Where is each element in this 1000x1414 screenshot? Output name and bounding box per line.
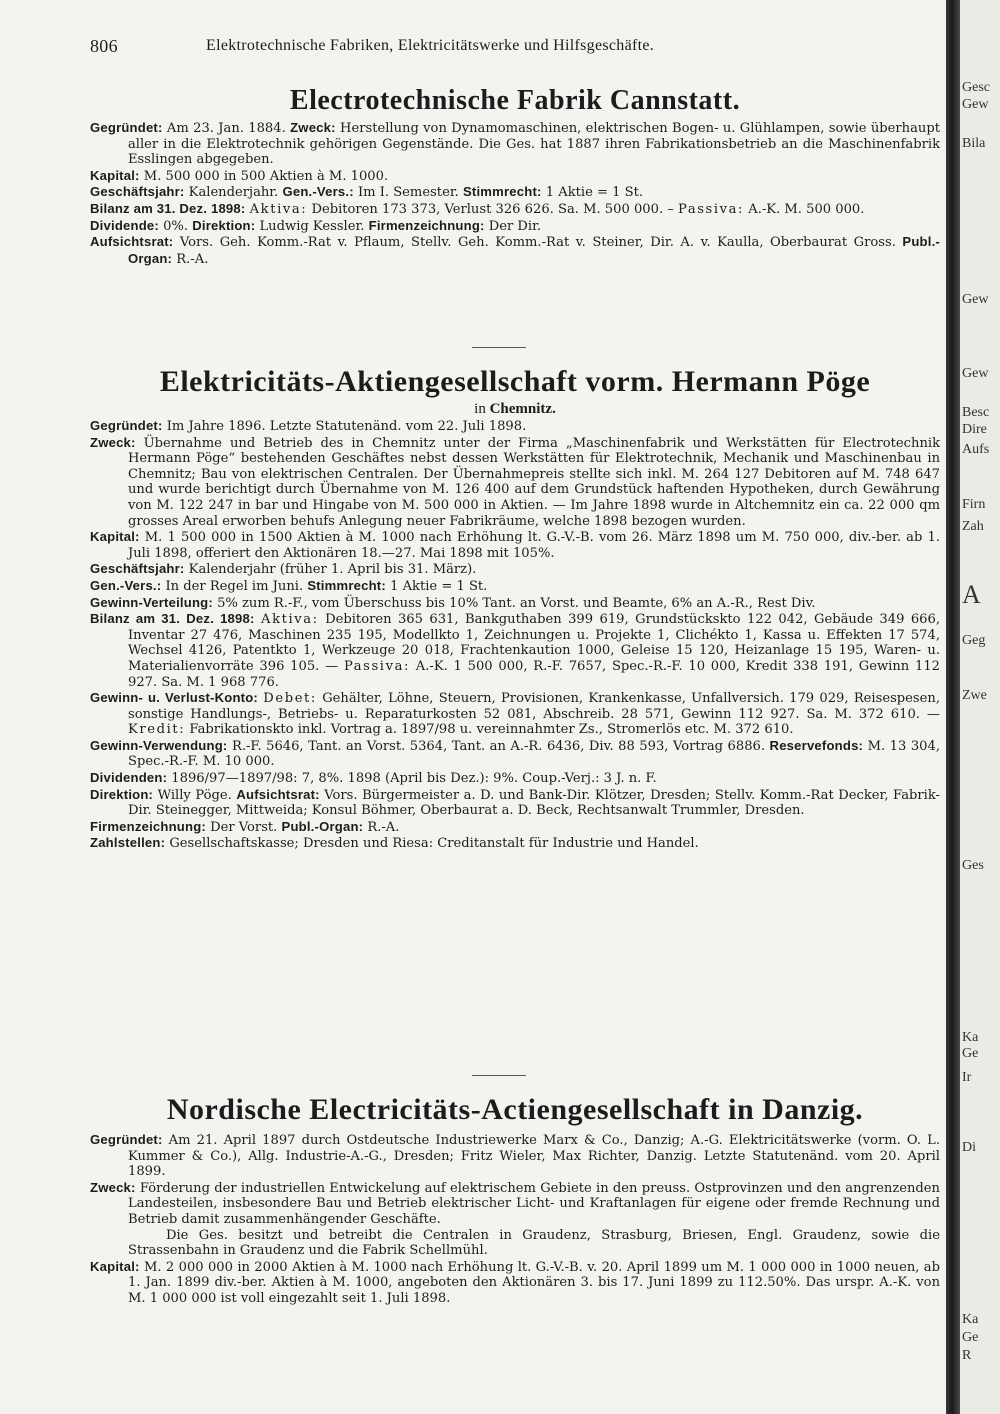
field-text: M. 1 500 000 in 1500 Aktien à M. 1000 nach Erhöhung lt. G.-V.-B. vom 26. März 1898 um M. 750 000, div.-ber. ab 1. Juli 1898, offeriert den Aktionären 18.—27. Mai 1898 mit 105%. <box>128 530 940 561</box>
field-text: R.-A. <box>172 251 209 267</box>
adjacent-page-edge <box>960 0 1000 1414</box>
entry-paragraph <box>90 1259 940 1307</box>
subtitle-prefix: in <box>474 401 486 417</box>
section-body <box>90 120 940 267</box>
entry-paragraph <box>90 578 940 595</box>
field-label: Reservefonds: <box>769 737 864 753</box>
running-title: Elektrotechnische Fabriken, Elektricitätswerke und Hilfsgeschäfte. <box>206 37 655 54</box>
field-text: Der Vorst. <box>205 819 282 835</box>
entry-paragraph <box>90 529 940 561</box>
field-label: Publ.-Organ: <box>281 818 364 834</box>
adjacent-fragment: Zwe <box>962 688 987 703</box>
page-binding-gutter <box>946 0 960 1414</box>
adjacent-fragment: Gew <box>962 292 989 307</box>
entry-paragraph <box>90 770 940 787</box>
entry-paragraph <box>90 595 940 612</box>
adjacent-fragment: Dire <box>962 422 987 437</box>
field-label: Publ.-Organ: <box>128 234 940 266</box>
field-text: M. 13 304, Spec.-R.-F. M. 10 000. <box>128 738 941 770</box>
field-text: Kalenderjahr (früher 1. April bis 31. März). <box>184 562 477 578</box>
entry-paragraph <box>90 1132 940 1180</box>
field-label: Direktion: <box>90 786 154 802</box>
field-label: Firmenzeichnung: <box>368 217 485 233</box>
field-text: R.-F. 5646, Tant. an Vorst. 5364, Tant. an A.-R. 6436, Div. 88 593, Vortrag 6886. <box>227 738 770 754</box>
adjacent-fragment: Ges <box>962 858 984 873</box>
field-label: Gegründet: <box>90 1132 163 1147</box>
adjacent-fragment: Ka <box>962 1030 979 1045</box>
entry-paragraph <box>90 690 940 738</box>
adjacent-fragment: A <box>962 580 981 609</box>
entry-paragraph <box>90 201 940 218</box>
field-text: Die Ges. besitzt und betreibt die Centralen in Graudenz, Strasburg, Briesen, Engl. Graudenz, sowie die Strassenbahn in Graudenz und die Fabrik Schellmühl. <box>128 1227 940 1259</box>
field-label: Zweck: <box>90 1179 136 1195</box>
field-text: Im Jahre 1896. Letzte Statutenänd. vom 22. Juli 1898. <box>162 419 527 434</box>
field-label: Kapital: <box>90 167 140 183</box>
company-entry-poege <box>90 364 940 852</box>
adjacent-fragment: Gew <box>962 366 989 381</box>
entry-paragraph <box>90 819 940 836</box>
field-label: Aufsichtsrat: <box>236 786 320 802</box>
adjacent-fragment: Ka <box>962 1312 979 1327</box>
field-label: Zweck: <box>290 120 336 135</box>
field-text: A.-K. 1 500 000, R.-F. 7657, Spec.-R.-F. 10 000, Kredit 338 191, Gewinn 112 927. Sa. M. 1 968 776. <box>128 658 940 690</box>
field-label: Bilanz am 31. Dez. 1898: <box>90 611 255 627</box>
entry-paragraph <box>90 738 940 770</box>
entry-paragraph <box>90 168 940 185</box>
entry-paragraph <box>90 1180 940 1228</box>
entry-paragraph <box>90 611 940 690</box>
ledger-side-label: Aktiva: <box>249 201 308 217</box>
field-label: Gegründet: <box>90 120 163 135</box>
adjacent-fragment: Besc <box>962 405 990 420</box>
field-label: Stimmrecht: <box>307 577 386 593</box>
company-entry-cannstatt <box>90 84 940 267</box>
adjacent-fragment: Zah <box>962 519 984 534</box>
entry-paragraph <box>90 787 940 819</box>
field-label: Kapital: <box>90 529 140 545</box>
page-number: 806 <box>90 36 118 56</box>
field-text: Debitoren 173 373, Verlust 326 626. Sa. M. 500 000. – <box>307 201 678 217</box>
entry-paragraph <box>90 184 940 201</box>
field-text: R.-A. <box>363 819 400 835</box>
ledger-side-label: Aktiva: <box>261 612 319 628</box>
entry-paragraph <box>90 835 940 852</box>
field-text: Gesellschaftskasse; Dresden und Riesa: Creditanstalt für Industrie und Handel. <box>165 836 699 852</box>
entry-paragraph <box>90 561 940 578</box>
field-text: Am 21. April 1897 durch Ostdeutsche Industriewerke Marx & Co., Danzig; A.-G. Elektricitätswerke (vorm. O. L. Kummer & Co.), Allg. Industrie-A.-G., Dresden; Fritz Wieler, Max Richter, Danzig. Letzte Statutenänd. vom 20. April 1899. <box>128 1133 940 1180</box>
adjacent-fragment: Firn <box>962 497 986 512</box>
field-text: Ludwig Kessler. <box>255 218 369 234</box>
ledger-side-label: Kredit: <box>128 722 186 738</box>
field-label: Zweck: <box>90 434 136 450</box>
field-label: Geschäftsjahr: <box>90 561 185 577</box>
field-text: Vors. Geh. Komm.-Rat v. Pflaum, Stellv. Geh. Komm.-Rat v. Steiner, Dir. A. v. Kaulla, Oberbaurat Gross. <box>173 235 903 251</box>
field-text: 0%. <box>158 218 193 234</box>
section-subtitle <box>90 400 940 418</box>
field-text: Willy Pöge. <box>153 787 237 803</box>
field-label: Geschäftsjahr: <box>90 184 185 200</box>
field-text: M. 2 000 000 in 2000 Aktien à M. 1000 nach Erhöhung lt. G.-V.-B. v. 20. April 1899 um M. 1 000 000 in 1000 neuen, ab 1. Jan. 1899 div.-ber. Aktien à M. 1000, angeboten den Aktionären 3. bis 17. Juni 1899 zu 112.50%. Das urspr. A.-K. von M. 1 000 000 ist voll eingezahlt seit 1. Juli 1898. <box>128 1259 940 1306</box>
ledger-side-label: Passiva: <box>678 201 745 217</box>
adjacent-fragment: Di <box>962 1140 976 1155</box>
adjacent-fragment: Bila <box>962 136 986 151</box>
field-text: 1 Aktie = 1 St. <box>541 185 644 201</box>
field-text: Am 23. Jan. 1884. <box>162 121 291 136</box>
field-label: Gen.-Vers.: <box>90 577 162 593</box>
field-text: Fabrikationskto inkl. Vortrag a. 1897/98 u. vereinnahmter Zs., Stromerlös etc. M. 372 610. <box>185 722 794 738</box>
adjacent-fragment: R <box>962 1348 972 1363</box>
company-entry-danzig <box>90 1092 940 1307</box>
section-divider <box>472 347 526 348</box>
field-label: Stimmrecht: <box>462 184 542 200</box>
adjacent-fragment: Ge <box>962 1330 979 1345</box>
field-label: Gewinn-Verwendung: <box>90 737 228 753</box>
adjacent-fragment: Ge <box>962 1046 979 1061</box>
ledger-side-label: Passiva: <box>343 658 411 674</box>
adjacent-fragment: Gesc <box>962 80 990 95</box>
field-text: Kalenderjahr. <box>184 185 283 201</box>
entry-paragraph <box>90 234 940 267</box>
field-text: Gehälter, Löhne, Steuern, Provisionen, Krankenkasse, Unfallversich. 179 029, Reisespesen, sonstige Handlungs-, Betriebs- u. Reparaturkosten 52 081, Abschreib. 28 571, Gewinn 112 927. Sa. M. 372 610. — <box>128 691 940 722</box>
entry-paragraph <box>90 418 940 435</box>
field-text: Im I. Semester. <box>353 185 463 201</box>
field-label: Aufsichtsrat: <box>90 234 174 250</box>
field-label: Gen.-Vers.: <box>282 184 354 200</box>
ledger-side-label: Debet: <box>263 691 317 707</box>
field-label: Dividenden: <box>90 770 168 786</box>
adjacent-fragment: Gew <box>962 97 989 112</box>
field-label: Bilanz am 31. Dez. 1898: <box>90 200 246 216</box>
field-text: A.-K. M. 500 000. <box>744 201 865 217</box>
field-text: 5% zum R.-F., vom Überschuss bis 10% Tant. an Vorst. und Beamte, 6% an A.-R., Rest Div. <box>212 595 816 611</box>
field-text: Herstellung von Dynamomaschinen, elektrischen Bogen- u. Glühlampen, sowie überhaupt aller in die Elektrotechnik gehörigen Gegenstände. Die Ges. hat 1887 ihren Fabrikationsbetrieb an die Maschinenfabrik Esslingen abgegeben. <box>128 121 940 168</box>
field-text: 1896/97—1897/98: 7, 8%. 1898 (April bis Dez.): 9%. Coup.-Verj.: 3 J. n. F. <box>167 771 657 787</box>
section-divider <box>472 1075 526 1076</box>
entry-paragraph <box>90 1228 940 1259</box>
entry-paragraph <box>90 120 940 168</box>
field-text: Vors. Bürgermeister a. D. und Bank-Dir. Klötzer, Dresden; Stellv. Komm.-Rat Decker, Fabrik-Dir. Steinegger, Mittweida; Konsul Böhmer, Oberbaurat a. D. Beck, Rechtsanwalt Trummler, Dresden. <box>128 787 940 819</box>
adjacent-fragment: Aufs <box>962 442 990 457</box>
field-label: Gegründet: <box>90 418 163 433</box>
subtitle-place: Chemnitz. <box>489 401 556 417</box>
field-label: Dividende: <box>90 217 159 233</box>
field-label: Direktion: <box>192 217 256 233</box>
field-text: M. 500 000 in 500 Aktien à M. 1000. <box>139 168 389 184</box>
field-label: Zahlstellen: <box>90 835 166 851</box>
adjacent-fragment: Geg <box>962 633 986 648</box>
field-label: Firmenzeichnung: <box>90 818 206 834</box>
field-text: In der Regel im Juni. <box>161 578 308 594</box>
field-text: 1 Aktie = 1 St. <box>385 578 488 594</box>
field-label: Gewinn- u. Verlust-Konto: <box>90 690 258 706</box>
field-text: Debitoren 365 631, Bankguthaben 399 619, Grundstückskto 122 042, Gebäude 349 666, Inventar 27 476, Maschinen 235 195, Modellkto 1, Zeichnungen u. Projekte 1, Clichékto 1, Kassa u. Effekten 17 574, Wechsel 4126, Patentkto 1, Werkzeuge 20 018, Frachtenkaution 1000, Geleise 15 120, Heizanlage 15 195, Waren- u. Materialienvorräte 396 105. — <box>128 612 941 674</box>
adjacent-fragment: Ir <box>962 1070 972 1085</box>
field-label: Gewinn-Verteilung: <box>90 594 213 610</box>
field-label: Kapital: <box>90 1258 140 1274</box>
section-title: Elektricitäts-Aktiengesellschaft vorm. Hermann Pöge <box>159 365 871 398</box>
field-text: Übernahme und Betrieb des in Chemnitz unter der Firma „Maschinenfabrik und Werkstätten für Electrotechnik Hermann Pöge“ bestehenden Geschäftes nebst dessen Werkstätten für Elektrotechnik, Mechanik und Maschinenbau in Chemnitz; Bau von elektrischen Centralen. Der Übernahmepreis stellte sich inkl. M. 264 127 Debitoren auf M. 748 647 und wurde berichtigt durch Übernahme von M. 126 400 auf dem Grundstück haftenden Hypotheken, durch Gewährung von M. 122 247 in bar und Hingabe von M. 500 000 in Aktien. — Im Jahre 1898 wurde in Altchemnitz ein ca. 22 000 qm grosses Areal erworben behufs Anlegung neuer Fabrikräume, welche 1898 bezogen wurden. <box>128 435 940 529</box>
field-text: Förderung der industriellen Entwickelung auf elektrischem Gebiete in den preuss. Ostprovinzen und den angrenzenden Landesteilen, insbesondere Bau und Betrieb elektrischer Licht- und Kraftanlagen für eigene oder fremde Rechnung und Betrieb damit zusammenhängender Geschäfte. <box>128 1180 940 1227</box>
section-body <box>90 418 940 852</box>
field-text: Der Dir. <box>484 218 542 234</box>
section-body <box>90 1132 940 1307</box>
section-title: Nordische Electricitäts-Actiengesellschaft in Danzig. <box>166 1093 864 1126</box>
entry-paragraph <box>90 435 940 530</box>
entry-paragraph <box>90 218 940 235</box>
section-title: Electrotechnische Fabrik Cannstatt. <box>289 85 741 116</box>
